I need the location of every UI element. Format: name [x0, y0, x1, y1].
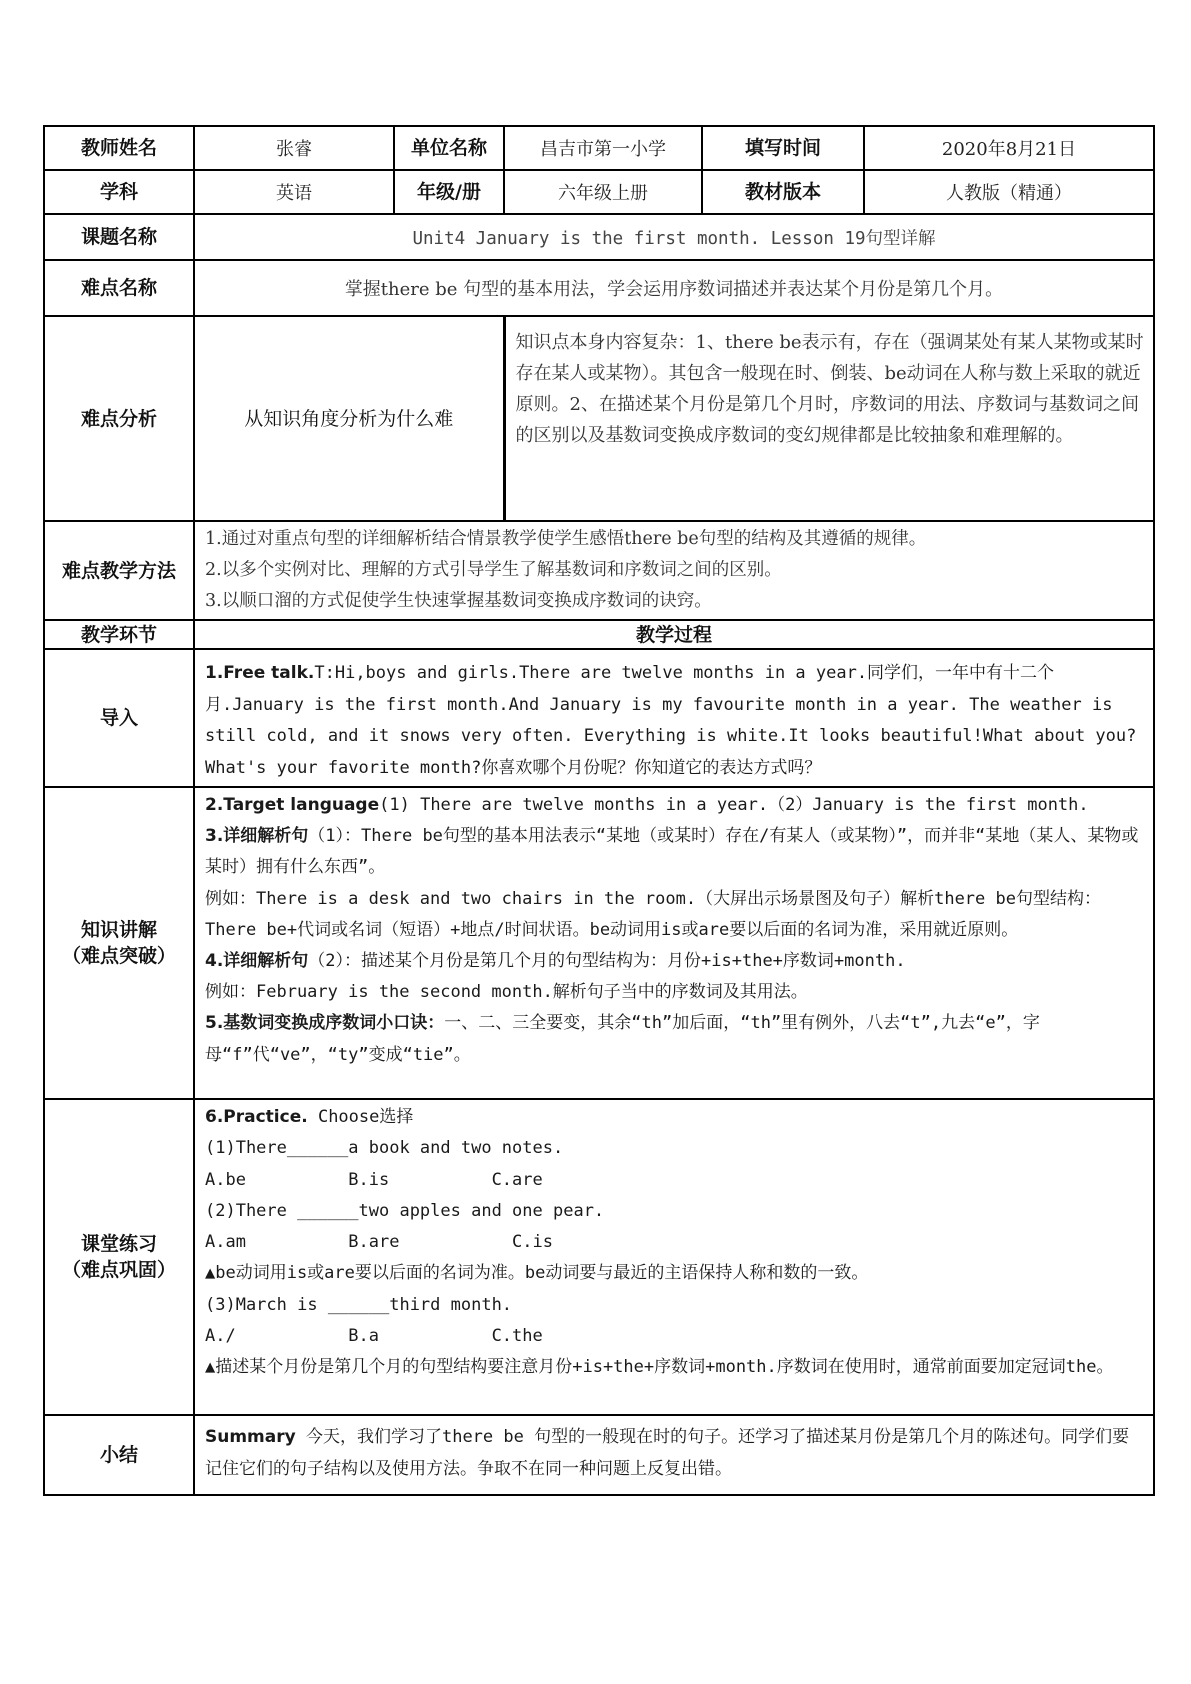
method-row [44, 521, 1154, 620]
analysis-label: 难点分析 [44, 316, 194, 521]
practice-sublabel: （难点巩固） [61, 1259, 176, 1281]
knowledge-p2 [205, 821, 1145, 883]
edition-label: 教材版本 [702, 170, 864, 214]
intro-body [194, 649, 1154, 787]
process-header-row [44, 620, 1154, 649]
method-line-2: 2.以多个实例对比、理解的方式引导学生了解基数词和序数词之间的区别。 [205, 560, 782, 580]
unit-value: 昌吉市第一小学 [504, 126, 702, 170]
knowledge-p6 [205, 1008, 1145, 1070]
practice-head: 6.Practice. [205, 1107, 308, 1127]
knowledge-p1-head: 2.Target language [205, 795, 380, 815]
intro-text: T:Hi,boys and girls.There are twelve months in a year.同学们，一年中有十二个月.January is the first month.And January is my favourite month in a year. The weather is still cold, and it snows very often. Everything is white.It looks beautiful!What about you?What's your favorite month?你喜欢哪个月份呢？你知道它的表达方式吗？ [205, 663, 1137, 778]
knowledge-p6-head: 5.基数词变换成序数词小口诀： [205, 1013, 445, 1034]
practice-note-2: ▲描述某个月份是第几个月的句型结构要注意月份+is+the+序数词+month.序数词在使用时，通常前面要加定冠词the。 [205, 1357, 1114, 1378]
practice-label: 课堂练习 [80, 1233, 157, 1255]
topic-row [44, 214, 1154, 260]
practice-q2-options: A.am B.are C.is [205, 1232, 553, 1253]
lesson-plan-table [43, 125, 1155, 1496]
intro-row [44, 649, 1154, 787]
practice-q3-options: A./ B.a C.the [205, 1326, 543, 1347]
edition-value: 人教版（精通） [864, 170, 1154, 214]
analysis-text: 知识点本身内容复杂：1、there be表示有，存在（强调某处有某人某物或某时存在某人或某物）。其包含一般现在时、倒装、be动词在人称与数上采取的就近原则。2、在描述某个月份是第几个月时，序数词的用法、序数词与基数词之间的区别以及基数词变换成序数词的变幻规律都是比较抽象和难理解的。 [504, 316, 1154, 521]
knowledge-p2-text: （1）：There be句型的基本用法表示“某地（或某时）存在/有某人（或某物）”，而并非“某地（某人、某物或某时）拥有什么东西”。 [205, 826, 1139, 878]
knowledge-p5: 例如：February is the second month.解析句子当中的序数词及其用法。 [205, 982, 808, 1003]
knowledge-p2-head: 3.详细解析句 [205, 826, 309, 847]
knowledge-row [44, 787, 1154, 1099]
practice-label-cell [44, 1099, 194, 1415]
summary-head: Summary [205, 1427, 296, 1447]
knowledge-p1 [205, 790, 1145, 821]
practice-head-text: Choose选择 [317, 1107, 414, 1127]
date-value: 2020年8月21日 [864, 126, 1154, 170]
knowledge-label: 知识讲解 [80, 919, 157, 941]
practice-body [194, 1099, 1154, 1415]
summary-text: 今天，我们学习了there be 句型的一般现在时的句子。还学习了描述某月份是第几个月的陈述句。同学们要记住它们的句子结构以及使用方法。争取不在同一种问题上反复出错。 [205, 1427, 1130, 1479]
practice-row [44, 1099, 1154, 1415]
difficulty-value: 掌握there be 句型的基本用法，学会运用序数词描述并表达某个月份是第几个月。 [194, 260, 1154, 316]
grade-value: 六年级上册 [504, 170, 702, 214]
intro-label: 导入 [44, 649, 194, 787]
knowledge-p4-head: 4.详细解析句 [205, 951, 309, 972]
summary-body [194, 1415, 1154, 1495]
process-content-header: 教学过程 [194, 620, 1154, 649]
difficulty-row [44, 260, 1154, 316]
intro-heading: 1.Free talk. [205, 663, 315, 683]
analysis-sublabel: 从知识角度分析为什么难 [194, 316, 504, 521]
summary-row [44, 1415, 1154, 1495]
practice-heading [205, 1102, 1145, 1133]
topic-value: Unit4 January is the first month. Lesson 19句型详解 [194, 214, 1154, 260]
lesson-plan-sheet [43, 125, 1153, 1496]
knowledge-label-cell [44, 787, 194, 1099]
practice-q2: (2)There ______two apples and one pear. [205, 1200, 605, 1221]
header-row-2 [44, 170, 1154, 214]
method-body [194, 521, 1154, 620]
header-row-1 [44, 126, 1154, 170]
topic-label: 课题名称 [44, 214, 194, 260]
practice-q3: (3)March is ______third month. [205, 1294, 513, 1315]
subject-label: 学科 [44, 170, 194, 214]
knowledge-p4-text: （2）：描述某个月份是第几个月的句型结构为：月份+is+the+序数词+month. [308, 951, 906, 972]
difficulty-label: 难点名称 [44, 260, 194, 316]
analysis-row [44, 316, 1154, 521]
teacher-label: 教师姓名 [44, 126, 194, 170]
knowledge-body [194, 787, 1154, 1099]
process-step-header: 教学环节 [44, 620, 194, 649]
method-label: 难点教学方法 [44, 521, 194, 620]
subject-value: 英语 [194, 170, 394, 214]
date-label: 填写时间 [702, 126, 864, 170]
practice-note-1: ▲be动词用is或are要以后面的名词为准。be动词要与最近的主语保持人称和数的一致。 [205, 1263, 869, 1284]
unit-label: 单位名称 [394, 126, 504, 170]
knowledge-p6-text: 一、二、三全要变，其余“th”加后面，“th”里有例外，八去“t”,九去“e”，字母“f”代“ve”，“ty”变成“tie”。 [205, 1013, 1040, 1065]
summary-label: 小结 [44, 1415, 194, 1495]
practice-q1-options: A.be B.is C.are [205, 1169, 543, 1190]
practice-q1: (1)There______a book and two notes. [205, 1138, 564, 1159]
knowledge-sublabel: （难点突破） [61, 945, 176, 967]
method-line-3: 3.以顺口溜的方式促使学生快速掌握基数词变换成序数词的诀窍。 [205, 591, 712, 611]
knowledge-p4 [205, 946, 1145, 977]
knowledge-p1-text: (1) There are twelve months in a year.（2）January is the first month. [379, 795, 1089, 815]
grade-label: 年级/册 [394, 170, 504, 214]
knowledge-p3: 例如：There is a desk and two chairs in the room.（大屏出示场景图及句子）解析there be句型结构：There be+代词或名词（短语）+地点/时间状语。be动词用is或are要以后面的名词为准，采用就近原则。 [205, 888, 1101, 940]
teacher-value: 张睿 [194, 126, 394, 170]
method-line-1: 1.通过对重点句型的详细解析结合情景教学使学生感悟there be句型的结构及其遵循的规律。 [205, 529, 927, 549]
